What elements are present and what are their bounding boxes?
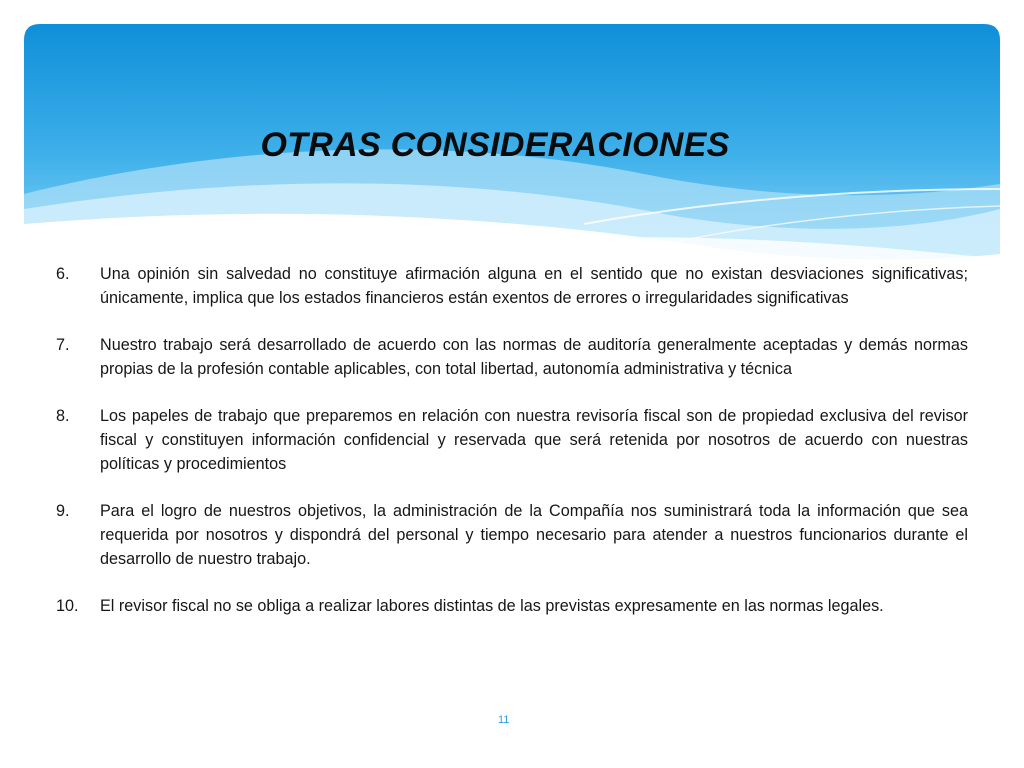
item-number: 10. [56,597,79,615]
item-text: Nuestro trabajo será desarrollado de acuerdo con las normas de auditoría generalmente aceptadas y demás normas propias de la profesión contable aplicables, con total libertad, autonomía administrativa y técnica [100,336,968,378]
item-text: Para el logro de nuestros objetivos, la administración de la Compañía nos suministrará toda la información que sea requerida por nosotros y dispondrá del personal y tiempo necesario para atender a nuestros funcionarios durante el desarrollo de nuestro trabajo. [100,502,968,568]
list-item [56,594,968,618]
list-item [56,333,968,381]
item-text: El revisor fiscal no se obliga a realizar labores distintas de las previstas expresamente en las normas legales. [100,597,884,615]
item-text: Los papeles de trabajo que preparemos en relación con nuestra revisoría fiscal son de propiedad exclusiva del revisor fiscal y constituyen información confidencial y reservada que será retenida por nosotros de acuerdo con nuestras políticas y procedimientos [100,407,968,473]
item-number: 8. [56,407,70,425]
list-item [56,262,968,310]
item-text: Una opinión sin salvedad no constituye afirmación alguna en el sentido que no existan desviaciones significativas; únicamente, implica que los estados financieros están exentos de errores o irregularidades significativas [100,265,968,307]
list-item [56,404,968,476]
item-number: 7. [56,336,70,354]
considerations-list [56,262,968,641]
page-number: 11 [498,714,510,726]
item-number: 9. [56,502,70,520]
slide-title: OTRAS CONSIDERACIONES [260,126,730,164]
list-item [56,499,968,571]
item-number: 6. [56,265,70,283]
